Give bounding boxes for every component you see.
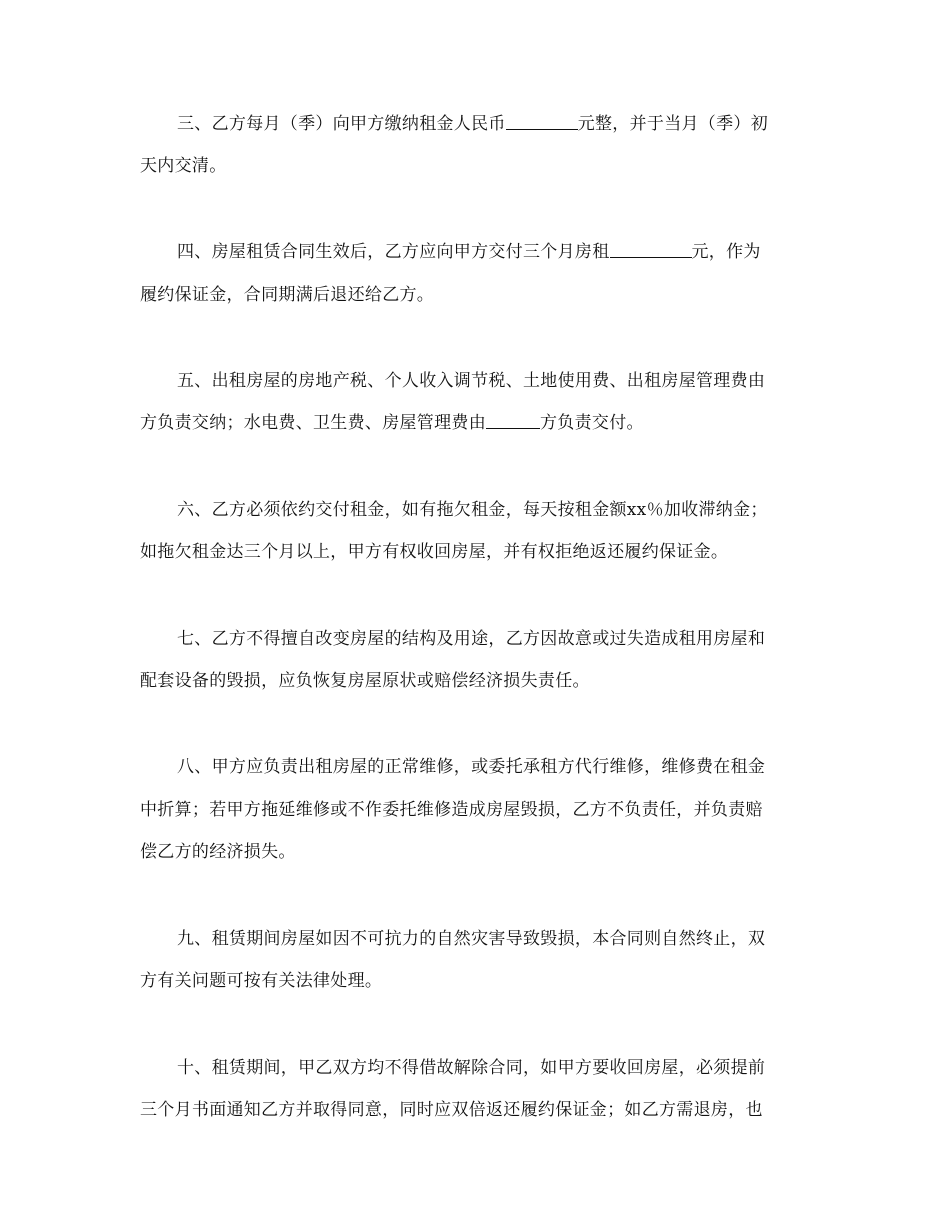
utility-party-blank xyxy=(486,412,540,429)
clause-4-line-1 xyxy=(177,240,827,264)
clause-8-line-2: 中折算；若甲方拖延维修或不作委托维修造成房屋毁损，乙方不负责任，并负责赔 xyxy=(140,800,763,820)
clause-5-line-1: 五、出租房屋的房地产税、个人收入调节税、土地使用费、出租房屋管理费由 xyxy=(177,371,766,391)
clause-4-text-after-blank: 元，作为 xyxy=(691,242,761,262)
clause-4-line-2: 履约保证金，合同期满后退还给乙方。 xyxy=(140,285,435,305)
clause-10-line-2: 三个月书面通知乙方并取得同意，同时应双倍返还履约保证金；如乙方需退房，也 xyxy=(140,1100,763,1120)
clause-9-line-2: 方有关问题可按有关法律处理。 xyxy=(140,971,383,991)
clause-3-line-2: 天内交清。 xyxy=(140,156,227,176)
clause-3-line-1 xyxy=(177,112,827,136)
clause-8-line-3: 偿乙方的经济损失。 xyxy=(140,842,296,862)
clause-10-line-1: 十、租赁期间，甲乙双方均不得借故解除合同，如甲方要收回房屋，必须提前 xyxy=(177,1058,766,1078)
clause-5-text-after-blank: 方负责交付。 xyxy=(540,413,644,433)
clause-7-line-1: 七、乙方不得擅自改变房屋的结构及用途，乙方因故意或过失造成租用房屋和 xyxy=(177,629,766,649)
clause-3-text-after-blank: 元整，并于当月（季）初 xyxy=(577,114,769,134)
clause-4-text-before-blank: 四、房屋租赁合同生效后，乙方应向甲方交付三个月房租 xyxy=(177,242,610,262)
clause-6-line-2: 如拖欠租金达三个月以上，甲方有权收回房屋，并有权拒绝返还履约保证金。 xyxy=(140,542,729,562)
clause-8-line-1: 八、甲方应负责出租房屋的正常维修，或委托承租方代行维修，维修费在租金 xyxy=(177,757,766,777)
rent-amount-blank xyxy=(506,113,578,130)
clause-5-line-2 xyxy=(140,411,830,435)
clause-5-text-before-blank: 方负责交纳；水电费、卫生费、房屋管理费由 xyxy=(140,413,486,433)
clause-9-line-1: 九、租赁期间房屋如因不可抗力的自然灾害导致毁损，本合同则自然终止，双 xyxy=(177,929,766,949)
clause-7-line-2: 配套设备的毁损，应负恢复房屋原状或赔偿经济损失责任。 xyxy=(140,671,590,691)
deposit-amount-blank xyxy=(610,241,692,258)
clause-6-line-1: 六、乙方必须依约交付租金，如有拖欠租金，每天按租金额xx％加收滞纳金； xyxy=(177,500,768,520)
clause-3-text-before-blank: 三、乙方每月（季）向甲方缴纳租金人民币 xyxy=(177,114,506,134)
